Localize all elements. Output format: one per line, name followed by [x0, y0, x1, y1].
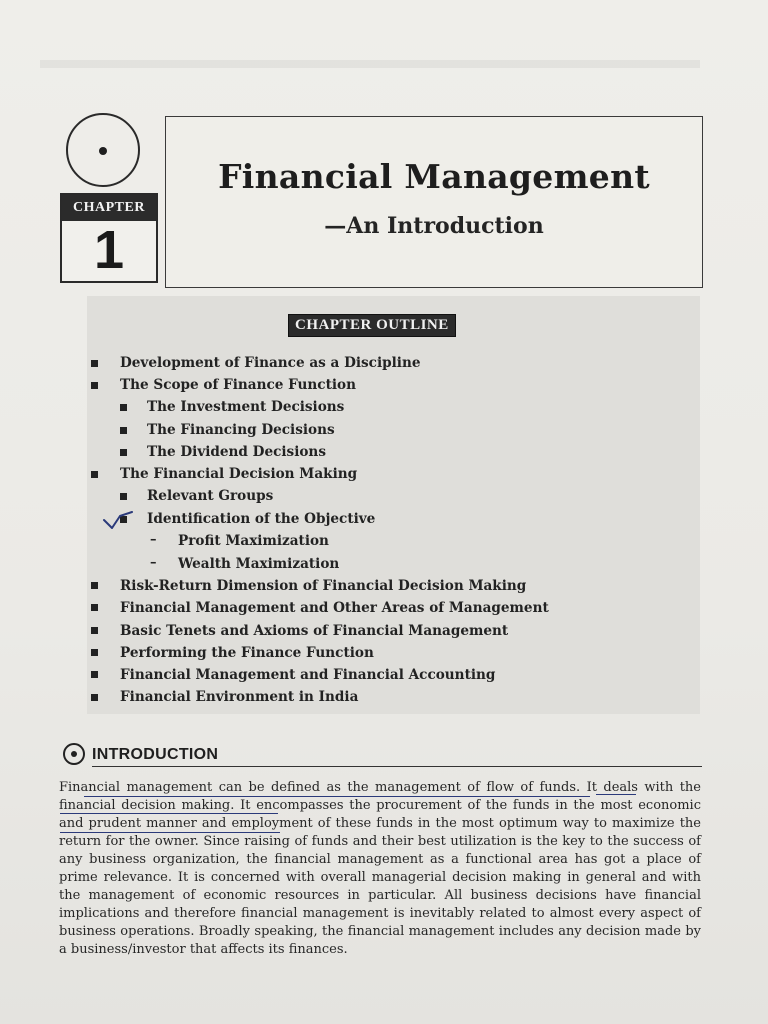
pen-check-mark-icon — [102, 508, 138, 532]
outline-item: Basic Tenets and Axioms of Financial Management — [120, 623, 509, 639]
bullet-icon — [91, 649, 98, 656]
outline-item: Relevant Groups — [147, 488, 274, 504]
outline-item: Identification of the Objective — [147, 511, 376, 527]
outline-item: Wealth Maximization — [178, 556, 340, 572]
bullet-icon — [120, 404, 127, 411]
outline-item: Financial Environment in India — [120, 689, 359, 705]
chapter-title: Financial Management — [218, 157, 650, 196]
bullet-icon — [91, 360, 98, 367]
pen-underline — [84, 796, 590, 797]
bleed-through-shadow — [40, 60, 700, 68]
chapter-label: CHAPTER — [62, 195, 156, 221]
pen-underline — [60, 832, 280, 833]
chapter-outline-heading: CHAPTER OUTLINE — [288, 314, 456, 337]
pen-underline — [60, 813, 278, 814]
chapter-dot-icon — [99, 147, 107, 155]
title-box — [165, 116, 703, 288]
outline-item: The Dividend Decisions — [147, 444, 326, 460]
outline-item: The Scope of Finance Function — [120, 377, 356, 393]
chapter-circle-icon — [66, 113, 140, 187]
dash-bullet-icon: – — [150, 555, 157, 570]
bullet-icon — [91, 627, 98, 634]
introduction-heading: INTRODUCTION — [92, 746, 219, 763]
heading-rule — [92, 766, 702, 767]
outline-item: The Financing Decisions — [147, 422, 335, 438]
outline-item: Risk-Return Dimension of Financial Decision Making — [120, 578, 527, 594]
intro-bullet-icon — [63, 743, 85, 765]
outline-item: The Investment Decisions — [147, 399, 345, 415]
bullet-icon — [91, 382, 98, 389]
outline-item: Financial Management and Other Areas of Management — [120, 600, 549, 616]
bullet-icon — [120, 449, 127, 456]
outline-item: Performing the Finance Function — [120, 645, 374, 661]
bullet-icon — [91, 471, 98, 478]
dash-bullet-icon: – — [150, 532, 157, 547]
outline-item: Profit Maximization — [178, 533, 329, 549]
outline-item: The Financial Decision Making — [120, 466, 358, 482]
chapter-subtitle: —An Introduction — [324, 213, 544, 239]
chapter-badge — [60, 193, 158, 283]
outline-item: Financial Management and Financial Accounting — [120, 667, 496, 683]
bullet-icon — [91, 694, 98, 701]
bullet-icon — [91, 671, 98, 678]
introduction-paragraph: Financial management can be defined as the management of flow of funds. It deals with the financial decision making. It encompasses the procurement of the funds in the most economic and prudent manner and employment of these funds in the most optimum way to maximize the return for the owner. Since raising of funds and their best utilization is the key to the success of any business organization, the financial management as a functional area has got a place of prime relevance. It is concerned with overall managerial decision making in general and with the management of economic resources in particular. All business decisions have financial implications and therefore financial management is inevitably related to almost every aspect of business operations. Broadly speaking, the financial management includes any decision made by a business/investor that affects its finances. — [59, 780, 701, 957]
bullet-icon — [120, 493, 127, 500]
bullet-icon — [91, 604, 98, 611]
bullet-icon — [91, 582, 98, 589]
pen-underline — [596, 794, 636, 795]
chapter-number: 1 — [93, 220, 125, 280]
outline-item: Development of Finance as a Discipline — [120, 355, 421, 371]
bullet-icon — [120, 427, 127, 434]
